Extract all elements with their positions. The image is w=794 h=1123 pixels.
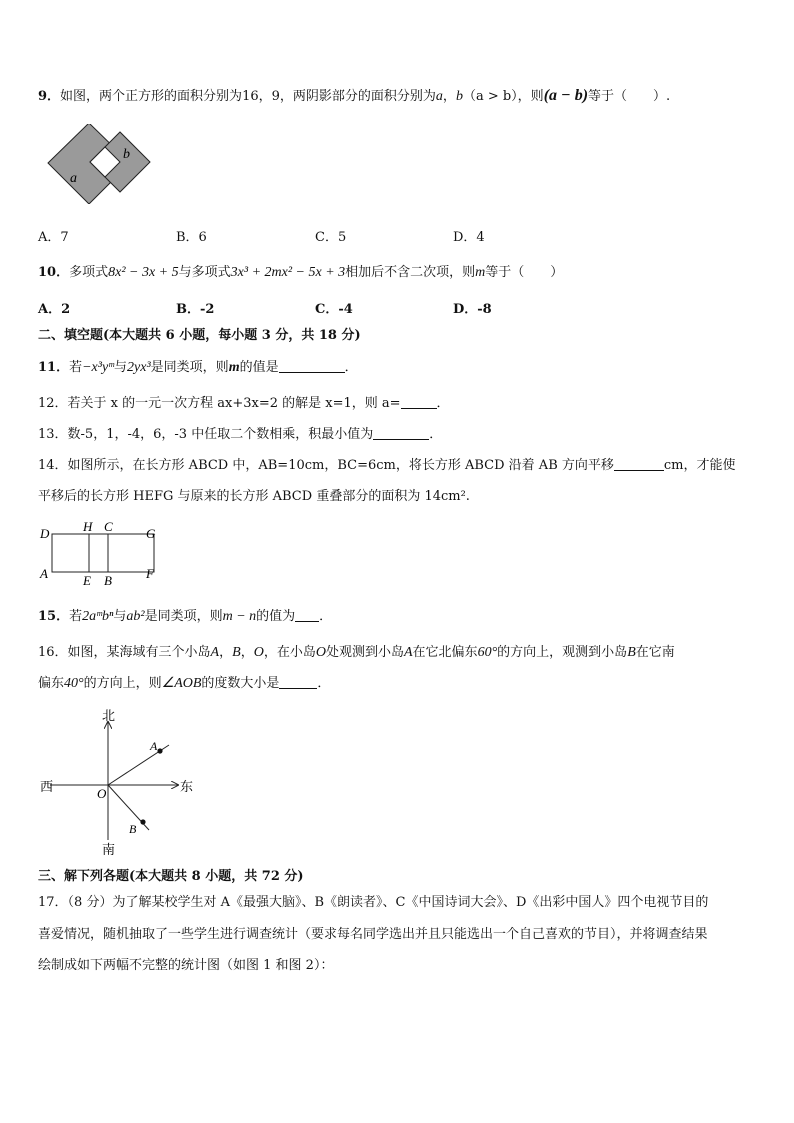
q14-label-e: E [83, 573, 91, 588]
section-2-heading: 二、填空题(本大题共 6 小题，每小题 3 分，共 18 分) [38, 328, 361, 343]
q10-option-b[interactable]: B．-2 [176, 302, 215, 317]
q17-line-2: 喜爱情况，随机抽取了一些学生进行调查统计（要求每名同学选出并且只能选出一个自己喜欢的节目），并将调查结果 [38, 927, 708, 942]
q14-label-f: F [146, 566, 154, 581]
q16-label-b: B [129, 822, 137, 836]
q15-stem: 15．若2aᵐbⁿ与ab²是同类项，则m − n的值为 ． [38, 609, 333, 624]
q14-answer-blank[interactable] [614, 456, 664, 471]
section-3-heading: 三、解下列各题(本大题共 8 小题，共 72 分) [38, 869, 304, 884]
q9-option-c[interactable]: C．5 [315, 230, 347, 245]
q11-answer-blank[interactable] [279, 358, 345, 373]
q16-point-b [140, 819, 145, 824]
q17-line-3: 绘制成如下两幅不完整的统计图（如图 1 和图 2）： [38, 958, 334, 973]
q14-figure [36, 518, 166, 588]
q14-outer-rect [52, 534, 154, 572]
q16-line-1: 16．如图，某海域有三个小岛A，B，O，在小岛O处观测到小岛A在它北偏东60°的方向上，观测到小岛B在它南 [38, 645, 675, 660]
q9-figure [44, 124, 154, 204]
q13-answer-blank[interactable] [373, 425, 429, 440]
q16-label-a: A [150, 739, 158, 753]
q9-stem: 9．如图，两个正方形的面积分别为16，9，两阴影部分的面积分别为a，b（a > b），则(a − b)等于（ ）. [38, 87, 671, 104]
q9-label-a: a [70, 171, 77, 186]
q10-stem: 10．多项式8x² − 3x + 5与多项式3x³ + 2mx² − 5x + 3相加后不含二次项，则m等于（ ） [38, 265, 564, 280]
q9-label-b: b [123, 147, 130, 162]
q15-answer-blank[interactable] [295, 607, 319, 622]
q16-north-label: 北 [102, 708, 116, 723]
q14-label-c: C [104, 519, 113, 534]
q14-label-d: D [40, 526, 50, 541]
q16-south-label: 南 [102, 842, 116, 856]
q17-line-1: 17．（8 分）为了解某校学生对 A《最强大脑》、B《朗读者》、C《中国诗词大会》、D《出彩中国人》四个电视节目的 [38, 895, 709, 910]
q12-answer-blank[interactable] [401, 394, 437, 409]
q9-option-a[interactable]: A．7 [38, 230, 69, 245]
q16-point-a [157, 748, 162, 753]
q14-label-h: H [83, 519, 93, 534]
q10-option-d[interactable]: D．-8 [453, 302, 492, 317]
q14-label-b: B [104, 573, 112, 588]
q16-line-2: 偏东40°的方向上，则∠AOB的度数大小是 ． [38, 676, 331, 691]
q14-line-2: 平移后的长方形 HEFG 与原来的长方形 ABCD 重叠部分的面积为 14cm². [38, 489, 470, 504]
q16-answer-blank[interactable] [279, 674, 317, 689]
q14-label-a: A [40, 566, 48, 581]
q13-stem: 13．数-5，1，-4，6，-3 中任取二个数相乘，积最小值为 ． [38, 427, 443, 442]
q14-label-g: G [146, 526, 156, 541]
q10-option-a[interactable]: A．2 [38, 302, 71, 317]
q16-compass-figure [36, 708, 206, 856]
q14-line-1: 14．如图所示，在长方形 ABCD 中，AB=10cm，BC=6cm，将长方形 ABCD 沿着 AB 方向平移 cm，才能使 [38, 458, 736, 473]
q11-stem: 11．若−x³yᵐ与2yx³是同类项，则m的值是 ． [38, 360, 358, 375]
q16-east-label: 东 [180, 779, 194, 794]
q10-option-c[interactable]: C．-4 [315, 302, 353, 317]
q16-west-label: 西 [40, 779, 54, 794]
q9-option-d[interactable]: D．4 [453, 230, 485, 245]
q12-stem: 12．若关于 x 的一元一次方程 ax+3x=2 的解是 x=1，则 a= ． [38, 396, 450, 411]
q9-option-b[interactable]: B．6 [176, 230, 207, 245]
q16-label-o: O [97, 786, 107, 801]
